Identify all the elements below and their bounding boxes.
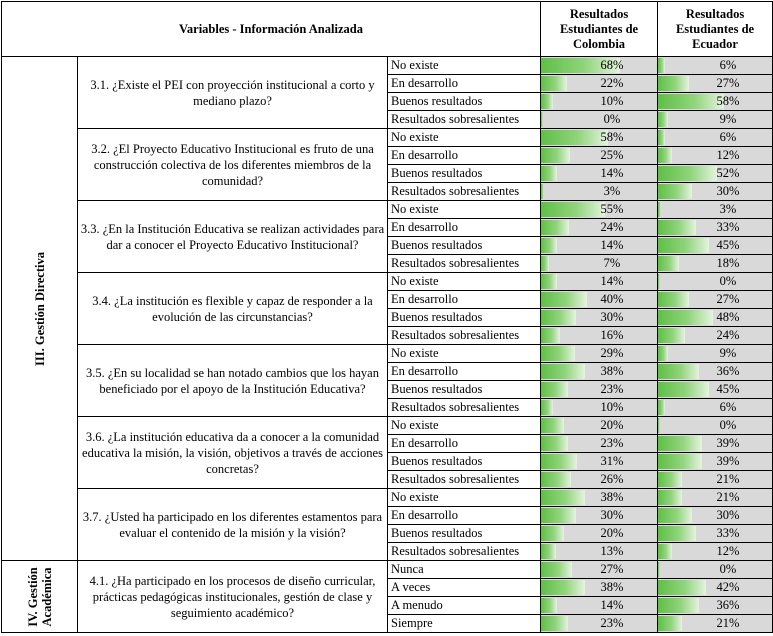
colombia-result-cell — [541, 219, 658, 237]
colombia-header-line: Resultados — [569, 6, 629, 21]
colombia-percentage: 22% — [600, 76, 624, 90]
ecuador-result-cell — [658, 471, 773, 489]
section-label-line: III. Gestión Directiva — [32, 251, 47, 366]
ecuador-result-cell — [658, 507, 773, 525]
question-text: 3.2. ¿El Proyecto Educativo Institucional es fruto de una construcción colectiva de los diferentes miembros de la comunidad? — [78, 129, 388, 201]
ecuador-result-cell — [658, 453, 773, 471]
option-label: Buenos resultados — [388, 165, 541, 183]
colombia-result-cell — [541, 471, 658, 489]
colombia-result-cell — [541, 201, 658, 219]
ecuador-result-cell — [658, 93, 773, 111]
colombia-result-cell — [541, 309, 658, 327]
option-label: Siempre — [388, 615, 541, 633]
ecuador-result-cell — [658, 399, 773, 417]
option-label: En desarrollo — [388, 75, 541, 93]
colombia-result-cell — [541, 561, 658, 579]
option-label: Nunca — [388, 561, 541, 579]
colombia-percentage: 3% — [603, 184, 621, 198]
option-label: No existe — [388, 57, 541, 75]
option-label: Resultados sobresalientes — [388, 255, 541, 273]
section-label — [26, 567, 54, 627]
ecuador-result-cell — [658, 615, 773, 633]
option-label: A veces — [388, 579, 541, 597]
ecuador-result-cell — [658, 363, 773, 381]
option-row — [2, 273, 773, 291]
colombia-result-cell — [541, 273, 658, 291]
colombia-result-cell — [541, 543, 658, 561]
colombia-percentage: 30% — [600, 508, 624, 522]
colombia-percentage: 40% — [600, 292, 624, 306]
ecuador-result-cell — [658, 237, 773, 255]
ecuador-result-cell — [658, 381, 773, 399]
section-label-line: Académica — [39, 566, 54, 627]
colombia-percentage: 26% — [600, 472, 624, 486]
option-label: No existe — [388, 489, 541, 507]
ecuador-result-cell — [658, 489, 773, 507]
option-label: No existe — [388, 273, 541, 291]
option-label: En desarrollo — [388, 219, 541, 237]
colombia-result-cell — [541, 147, 658, 165]
colombia-percentage: 23% — [600, 382, 624, 396]
question-text: 4.1. ¿Ha participado en los procesos de diseño curricular, prácticas pedagógicas institucionales, gestión de clase y seguimiento académico? — [78, 561, 388, 633]
ecuador-percentage: 6% — [719, 130, 737, 144]
ecuador-result-cell — [658, 165, 773, 183]
ecuador-percentage: 33% — [716, 526, 740, 540]
ecuador-percentage: 24% — [716, 328, 740, 342]
colombia-percentage: 25% — [600, 148, 624, 162]
option-label: En desarrollo — [388, 435, 541, 453]
section-label-cell — [2, 561, 78, 633]
colombia-percentage: 27% — [600, 562, 624, 576]
ecuador-percentage: 27% — [716, 76, 740, 90]
colombia-percentage: 24% — [600, 220, 624, 234]
question-text: 3.7. ¿Usted ha participado en los diferentes estamentos para evaluar el contenido de la misión y la visión? — [78, 489, 388, 561]
ecuador-percentage: 42% — [716, 580, 740, 594]
ecuador-percentage: 21% — [716, 490, 740, 504]
ecuador-result-cell — [658, 597, 773, 615]
ecuador-header-line: Estudiantes de — [675, 21, 755, 36]
ecuador-result-cell — [658, 147, 773, 165]
colombia-result-cell — [541, 165, 658, 183]
option-label: Resultados sobresalientes — [388, 543, 541, 561]
colombia-result-cell — [541, 129, 658, 147]
option-label: En desarrollo — [388, 363, 541, 381]
ecuador-result-cell — [658, 525, 773, 543]
ecuador-result-cell — [658, 435, 773, 453]
ecuador-percentage: 52% — [716, 166, 740, 180]
colombia-result-cell — [541, 453, 658, 471]
ecuador-result-cell — [658, 201, 773, 219]
option-label: No existe — [388, 345, 541, 363]
option-label: Resultados sobresalientes — [388, 471, 541, 489]
colombia-result-cell — [541, 489, 658, 507]
ecuador-percentage: 30% — [716, 184, 740, 198]
question-text: 3.4. ¿La institución es flexible y capaz de responder a la evolución de las circunstancias? — [78, 273, 388, 345]
option-label: Resultados sobresalientes — [388, 327, 541, 345]
option-label: No existe — [388, 417, 541, 435]
colombia-percentage: 14% — [600, 274, 624, 288]
ecuador-percentage: 45% — [716, 382, 740, 396]
colombia-percentage: 10% — [600, 94, 624, 108]
ecuador-result-cell — [658, 75, 773, 93]
section-label-cell — [2, 57, 78, 561]
question-text: 3.1. ¿Existe el PEI con proyección institucional a corto y mediano plazo? — [78, 57, 388, 129]
colombia-percentage: 14% — [600, 166, 624, 180]
option-label: A menudo — [388, 597, 541, 615]
question-text: 3.5. ¿En su localidad se han notado cambios que los hayan beneficiado por el apoyo de la Institución Educativa? — [78, 345, 388, 417]
colombia-result-cell — [541, 183, 658, 201]
ecuador-percentage: 58% — [716, 94, 740, 108]
ecuador-percentage: 30% — [716, 508, 740, 522]
option-row — [2, 129, 773, 147]
option-row — [2, 345, 773, 363]
colombia-header-line: Estudiantes de — [559, 21, 639, 36]
option-label: No existe — [388, 129, 541, 147]
option-label: Buenos resultados — [388, 453, 541, 471]
ecuador-result-cell — [658, 183, 773, 201]
ecuador-result-cell — [658, 561, 773, 579]
ecuador-result-cell — [658, 129, 773, 147]
colombia-percentage: 20% — [600, 526, 624, 540]
colombia-percentage: 38% — [600, 490, 624, 504]
ecuador-header-line: Ecuador — [692, 36, 738, 51]
option-label: En desarrollo — [388, 507, 541, 525]
ecuador-result-cell — [658, 255, 773, 273]
option-label: Resultados sobresalientes — [388, 111, 541, 129]
ecuador-header — [658, 2, 773, 57]
colombia-percentage: 38% — [600, 580, 624, 594]
colombia-percentage: 30% — [600, 310, 624, 324]
option-label: Resultados sobresalientes — [388, 399, 541, 417]
section-label-line: IV. Gestión — [25, 566, 40, 627]
colombia-result-cell — [541, 237, 658, 255]
ecuador-percentage: 18% — [716, 256, 740, 270]
colombia-result-cell — [541, 363, 658, 381]
option-label: Resultados sobresalientes — [388, 183, 541, 201]
ecuador-percentage: 39% — [716, 454, 740, 468]
option-label: Buenos resultados — [388, 309, 541, 327]
colombia-percentage: 38% — [600, 364, 624, 378]
ecuador-result-cell — [658, 57, 773, 75]
colombia-percentage: 31% — [600, 454, 624, 468]
colombia-percentage: 16% — [600, 328, 624, 342]
ecuador-result-cell — [658, 273, 773, 291]
ecuador-result-cell — [658, 309, 773, 327]
colombia-result-cell — [541, 327, 658, 345]
ecuador-percentage: 0% — [719, 274, 737, 288]
ecuador-percentage: 45% — [716, 238, 740, 252]
colombia-percentage: 55% — [600, 202, 624, 216]
ecuador-result-cell — [658, 291, 773, 309]
colombia-percentage: 0% — [603, 112, 621, 126]
ecuador-percentage: 12% — [716, 148, 740, 162]
ecuador-result-cell — [658, 543, 773, 561]
option-label: Buenos resultados — [388, 381, 541, 399]
ecuador-percentage: 33% — [716, 220, 740, 234]
colombia-result-cell — [541, 417, 658, 435]
colombia-percentage: 13% — [600, 544, 624, 558]
ecuador-percentage: 9% — [719, 112, 737, 126]
colombia-result-cell — [541, 507, 658, 525]
ecuador-result-cell — [658, 345, 773, 363]
ecuador-header-line: Resultados — [685, 6, 745, 21]
ecuador-percentage: 6% — [719, 400, 737, 414]
option-label: En desarrollo — [388, 291, 541, 309]
colombia-result-cell — [541, 345, 658, 363]
option-row — [2, 561, 773, 579]
colombia-result-cell — [541, 435, 658, 453]
colombia-result-cell — [541, 57, 658, 75]
colombia-percentage: 14% — [600, 238, 624, 252]
colombia-result-cell — [541, 75, 658, 93]
colombia-result-cell — [541, 111, 658, 129]
colombia-percentage: 20% — [600, 418, 624, 432]
colombia-percentage: 10% — [600, 400, 624, 414]
option-label: En desarrollo — [388, 147, 541, 165]
results-table — [1, 1, 773, 633]
ecuador-percentage: 0% — [719, 562, 737, 576]
colombia-result-cell — [541, 399, 658, 417]
colombia-percentage: 23% — [600, 616, 624, 630]
colombia-result-cell — [541, 597, 658, 615]
section-label — [33, 252, 47, 366]
colombia-percentage: 23% — [600, 436, 624, 450]
colombia-header — [541, 2, 658, 57]
option-label: Buenos resultados — [388, 237, 541, 255]
colombia-result-cell — [541, 93, 658, 111]
colombia-percentage: 29% — [600, 346, 624, 360]
ecuador-percentage: 21% — [716, 616, 740, 630]
ecuador-percentage: 48% — [716, 310, 740, 324]
ecuador-percentage: 0% — [719, 418, 737, 432]
ecuador-percentage: 36% — [716, 598, 740, 612]
ecuador-percentage: 12% — [716, 544, 740, 558]
colombia-result-cell — [541, 255, 658, 273]
colombia-result-cell — [541, 291, 658, 309]
ecuador-result-cell — [658, 219, 773, 237]
variables-header: Variables - Información Analizada — [2, 2, 541, 57]
ecuador-result-cell — [658, 327, 773, 345]
option-row — [2, 201, 773, 219]
colombia-result-cell — [541, 381, 658, 399]
option-label: Buenos resultados — [388, 93, 541, 111]
colombia-result-cell — [541, 525, 658, 543]
ecuador-percentage: 39% — [716, 436, 740, 450]
ecuador-result-cell — [658, 417, 773, 435]
option-row — [2, 57, 773, 75]
ecuador-percentage: 36% — [716, 364, 740, 378]
question-text: 3.6. ¿La institución educativa da a conocer a la comunidad educativa la misión, la visión, objetivos a través de acciones concretas? — [78, 417, 388, 489]
option-row — [2, 489, 773, 507]
header-row — [2, 2, 773, 57]
colombia-percentage: 7% — [603, 256, 621, 270]
ecuador-percentage: 9% — [719, 346, 737, 360]
ecuador-percentage: 3% — [719, 202, 737, 216]
colombia-percentage: 58% — [600, 130, 624, 144]
ecuador-result-cell — [658, 579, 773, 597]
ecuador-percentage: 27% — [716, 292, 740, 306]
colombia-percentage: 14% — [600, 598, 624, 612]
colombia-result-cell — [541, 579, 658, 597]
option-row — [2, 417, 773, 435]
option-label: No existe — [388, 201, 541, 219]
ecuador-percentage: 6% — [719, 58, 737, 72]
colombia-percentage: 68% — [600, 58, 624, 72]
ecuador-percentage: 21% — [716, 472, 740, 486]
question-text: 3.3. ¿En la Institución Educativa se realizan actividades para dar a conocer el Proyecto Educativo Institucional? — [78, 201, 388, 273]
colombia-header-line: Colombia — [572, 36, 626, 51]
ecuador-result-cell — [658, 111, 773, 129]
option-label: Buenos resultados — [388, 525, 541, 543]
colombia-result-cell — [541, 615, 658, 633]
